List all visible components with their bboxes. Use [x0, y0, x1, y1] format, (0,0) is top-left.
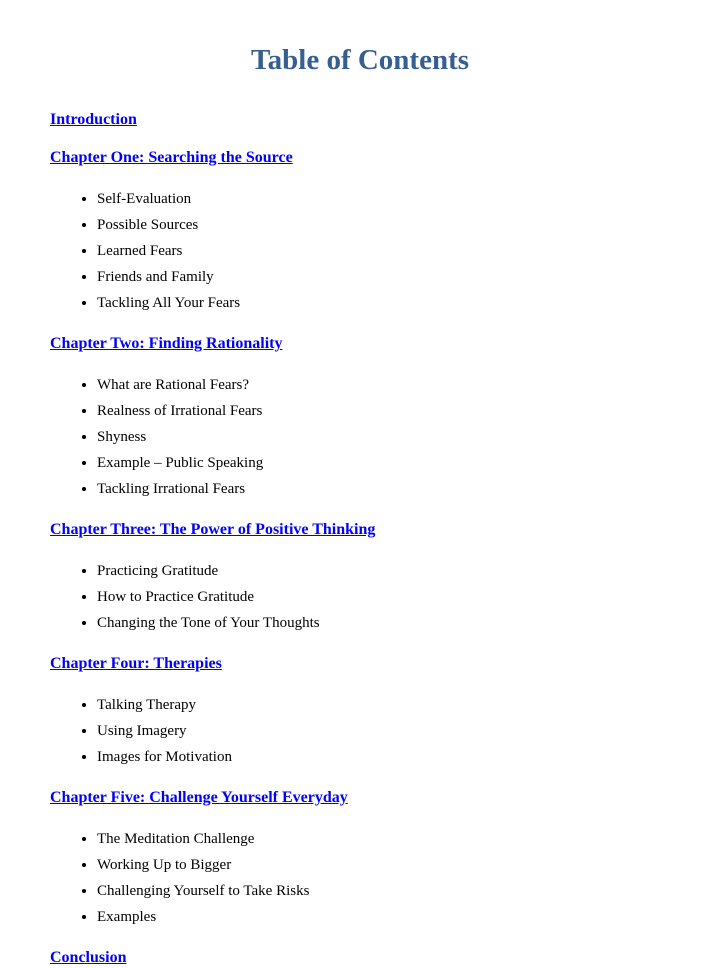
toc-subitem: • What are Rational Fears? [97, 372, 670, 398]
toc-entry [50, 948, 670, 968]
toc-subitem: • Talking Therapy [97, 692, 670, 718]
toc-subitem: • Changing the Tone of Your Thoughts [97, 610, 670, 636]
toc-link[interactable]: Introduction [50, 111, 137, 128]
toc-link[interactable]: Conclusion [50, 949, 127, 966]
toc-subitem: • Self-Evaluation [97, 186, 670, 212]
toc-subitem: • Tackling All Your Fears [97, 290, 670, 316]
toc-link[interactable]: Chapter Two: Finding Rationality [50, 335, 283, 352]
toc-subitem: • Working Up to Bigger [97, 852, 670, 878]
toc-subitem: • Images for Motivation [97, 744, 670, 770]
toc-list [50, 110, 670, 968]
toc-entry [50, 110, 670, 130]
toc-sublist [50, 186, 670, 316]
toc-sublist [50, 558, 670, 636]
toc-subitem: • Learned Fears [97, 238, 670, 264]
page-title: Table of Contents [250, 44, 470, 76]
toc-entry [50, 654, 670, 674]
toc-subitem: • Friends and Family [97, 264, 670, 290]
toc-subitem: • Realness of Irrational Fears [97, 398, 670, 424]
toc-subitem: • Examples [97, 904, 670, 930]
toc-subitem: • How to Practice Gratitude [97, 584, 670, 610]
toc-entry [50, 334, 670, 354]
toc-subitem: • Practicing Gratitude [97, 558, 670, 584]
toc-subitem: • Using Imagery [97, 718, 670, 744]
toc-subitem: • Challenging Yourself to Take Risks [97, 878, 670, 904]
toc-subitem: • Possible Sources [97, 212, 670, 238]
toc-link[interactable]: Chapter Four: Therapies [50, 655, 222, 672]
toc-link[interactable]: Chapter One: Searching the Source [50, 149, 293, 166]
toc-entry [50, 148, 670, 168]
toc-subitem: • The Meditation Challenge [97, 826, 670, 852]
toc-sublist [50, 826, 670, 930]
toc-entry [50, 788, 670, 808]
toc-link[interactable]: Chapter Three: The Power of Positive Thinking [50, 521, 376, 538]
toc-entry [50, 520, 670, 540]
toc-subitem: • Example – Public Speaking [97, 450, 670, 476]
toc-subitem: • Shyness [97, 424, 670, 450]
toc-subitem: • Tackling Irrational Fears [97, 476, 670, 502]
toc-sublist [50, 692, 670, 770]
toc-link[interactable]: Chapter Five: Challenge Yourself Everyday [50, 789, 348, 806]
toc-sublist [50, 372, 670, 502]
